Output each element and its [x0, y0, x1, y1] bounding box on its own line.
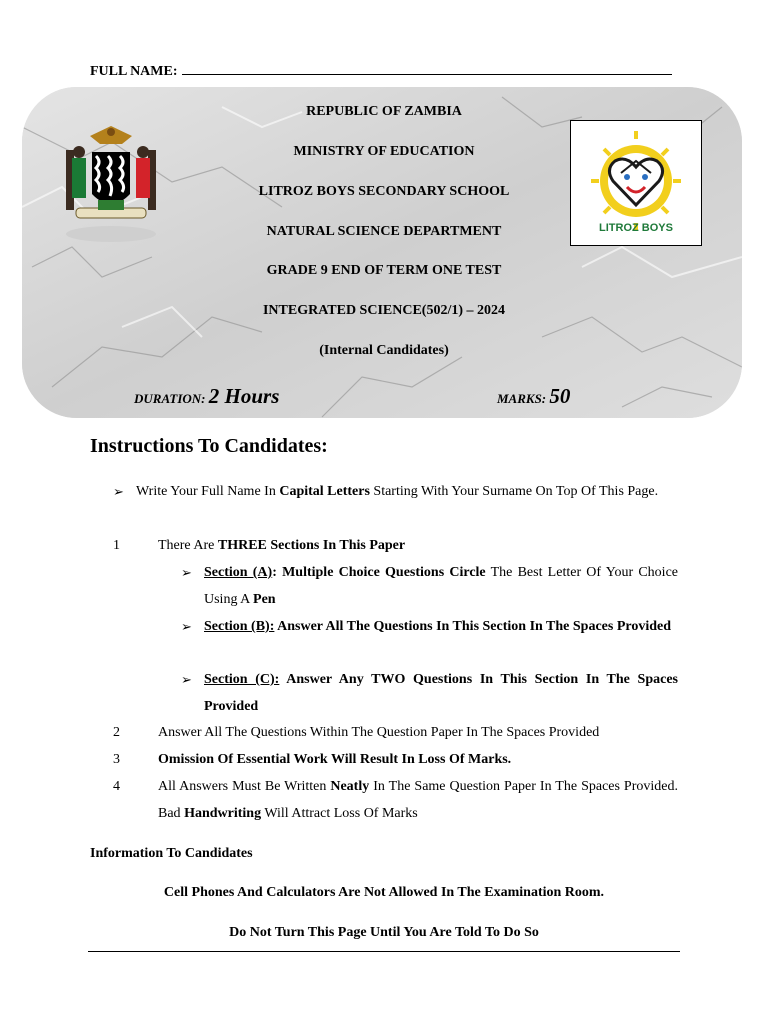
arrow-bullet-icon: ➢: [181, 565, 192, 580]
instruction-text: In The Same Question Paper In The Spaces Provided. Bad: [158, 779, 678, 821]
instructions-title: Instructions To Candidates:: [90, 435, 328, 457]
instruction-bold: Answer All The Questions In This Section In The Spaces Provided: [274, 619, 672, 634]
full-name-line: [182, 62, 672, 75]
instruction-bold: Capital Letters: [279, 484, 370, 499]
information-do-not-turn: Do Not Turn This Page Until You Are Told To Do So: [229, 925, 539, 940]
instruction-text: Write Your Full Name In: [136, 484, 280, 499]
arrow-bullet-icon: ➢: [113, 484, 124, 499]
marks-label: MARKS:: [497, 391, 547, 406]
header-school: LITROZ BOYS SECONDARY SCHOOL: [258, 184, 510, 199]
duration-label: DURATION:: [134, 391, 206, 406]
instruction-neatly: [158, 773, 678, 827]
section-a-label: Section (A): [204, 565, 273, 580]
duration-value: 2 Hours: [208, 384, 280, 408]
arrow-bullet-icon: ➢: [181, 672, 192, 687]
marks: [497, 384, 570, 409]
full-name-field: [90, 62, 672, 80]
instruction-bold: THREE Sections In This Paper: [217, 538, 406, 553]
header-country: REPUBLIC OF ZAMBIA: [306, 104, 462, 119]
section-c-instruction: [204, 666, 678, 720]
section-b-label: Section (B):: [204, 619, 275, 634]
instruction-bold: Handwriting: [184, 806, 262, 821]
header-subject: INTEGRATED SCIENCE(502/1) – 2024: [262, 303, 506, 318]
instruction-bold: : Multiple Choice Questions Circle: [272, 565, 486, 580]
information-title: Information To Candidates: [90, 846, 253, 861]
instruction-sections: [158, 532, 678, 559]
instruction-text: Will Attract Loss Of Marks: [261, 806, 418, 821]
instruction-text: Starting With Your Surname On Top Of This Page.: [369, 484, 659, 499]
full-name-label: FULL NAME:: [90, 64, 178, 79]
item-number: 3: [113, 752, 120, 767]
item-number: 2: [113, 725, 120, 740]
header-test: GRADE 9 END OF TERM ONE TEST: [266, 263, 502, 278]
arrow-bullet-icon: ➢: [181, 619, 192, 634]
section-b-instruction: [204, 613, 678, 640]
instruction-text: The Best Letter Of Your Choice Using A: [204, 565, 679, 607]
instruction-text: There Are: [158, 538, 218, 553]
section-c-label: Section (C):: [204, 672, 280, 687]
instruction-text: All Answers Must Be Written: [158, 779, 331, 794]
item-number: 1: [113, 538, 120, 553]
bottom-rule: [88, 951, 680, 952]
item-number: 4: [113, 779, 120, 794]
instruction-answer-all: Answer All The Questions Within The Question Paper In The Spaces Provided: [158, 725, 600, 740]
instruction-bold: Pen: [253, 592, 276, 607]
marks-value: 50: [549, 384, 571, 408]
information-phones: Cell Phones And Calculators Are Not Allowed In The Examination Room.: [163, 885, 605, 900]
header-ministry: MINISTRY OF EDUCATION: [293, 144, 475, 159]
instruction-omission: Omission Of Essential Work Will Result In Loss Of Marks.: [158, 752, 512, 767]
header-department: NATURAL SCIENCE DEPARTMENT: [266, 224, 502, 239]
instruction-bold: Neatly: [330, 779, 370, 794]
section-a-instruction: [204, 559, 678, 613]
header-candidates: (Internal Candidates): [319, 343, 449, 358]
logo-text: LITROZ BOYS: [599, 222, 673, 234]
duration: [134, 384, 279, 409]
instruction-name: [136, 478, 678, 505]
instruction-bold: Answer Any TWO Questions In This Section In The Spaces Provided: [204, 672, 679, 714]
